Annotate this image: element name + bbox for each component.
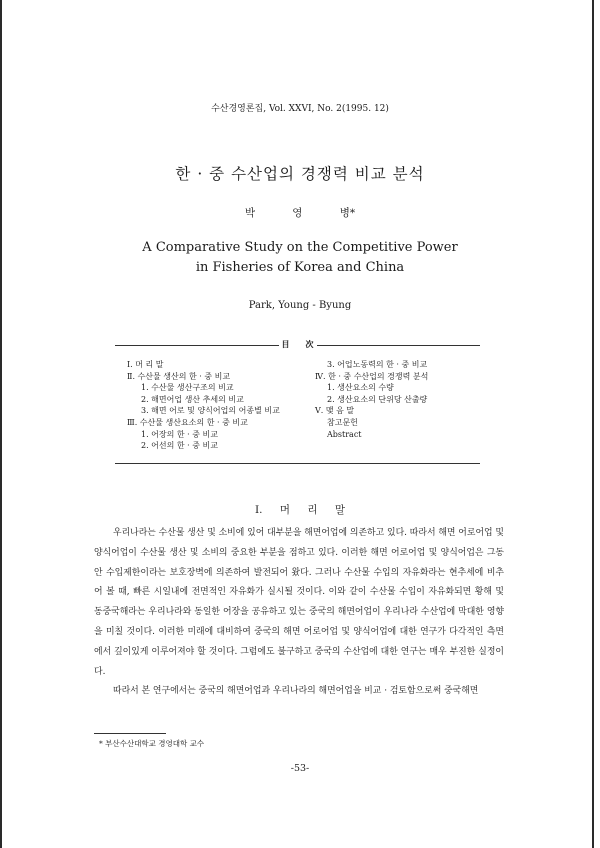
toc-item: 2. 해면어업 생산 추세의 비교 xyxy=(141,394,244,404)
body-text xyxy=(94,524,504,702)
toc-item: 1. 생산요소의 수량 xyxy=(327,383,394,393)
toc-item: 참고문헌 xyxy=(327,417,358,427)
toc-item: 2. 생산요소의 단위당 산출량 xyxy=(327,394,428,404)
scan-border-left xyxy=(0,0,2,848)
paper-title-korean: 한 · 중 수산업의 경쟁력 비교 분석 xyxy=(175,165,425,183)
footnote-rule xyxy=(94,733,166,734)
toc-heading-text: 目 次 xyxy=(279,339,317,349)
table-of-contents xyxy=(115,339,480,464)
toc-item: Ⅰ. 머 리 말 xyxy=(127,360,164,369)
paper-title-english-line-2: in Fisheries of Korea and China xyxy=(195,260,405,275)
journal-citation: 수산경영론집, Vol. XXVI, No. 2(1995. 12) xyxy=(211,104,389,114)
toc-item: Ⅲ. 수산물 생산요소의 한 · 중 비교 xyxy=(127,417,248,427)
toc-item: 1. 어장의 한 · 중 비교 xyxy=(141,429,218,439)
toc-item: Ⅳ. 한 · 중 수산업의 경쟁력 분석 xyxy=(315,371,429,381)
section-heading: Ⅰ. 머 리 말 xyxy=(255,504,345,516)
paper-title-english-line-1: A Comparative Study on the Competitive Power xyxy=(142,240,458,255)
body-paragraph-2: 따라서 본 연구에서는 중국의 해면어업과 우리나라의 해면어업을 비교 · 검토함으로써 중국해면 xyxy=(113,686,479,697)
toc-item: 3. 해면 어로 및 양식어업의 어종별 비교 xyxy=(141,406,280,416)
scan-border-right xyxy=(592,0,594,848)
author-english: Park, Young - Byung xyxy=(248,300,352,311)
toc-heading xyxy=(115,339,480,350)
author-korean: 박 영 병* xyxy=(244,207,356,219)
toc-item: Ⅴ. 맺 음 말 xyxy=(315,406,355,416)
toc-item: 1. 수산물 생산구조의 비교 xyxy=(141,383,234,393)
toc-item: Ⅱ. 수산물 생산의 한 · 중 비교 xyxy=(127,371,231,381)
toc-left-column xyxy=(127,359,280,452)
body-paragraph-1: 우리나라는 수산물 생산 및 소비에 있어 대부분을 해면어업에 의존하고 있다. 따라서 해면 어로어업 및 양식어업이 수산물 생산 및 소비의 중요한 부분을 점하고 있다. 이러한 해면 어로어업 및 양식어업은 그동안 수입제한이라는 보호장벽에 의존하여 발전되어 왔다. 그러나 수산물 수입의 자유화라는 현추세에 비추어 볼 때, 빠른 시일내에 전면적인 자유화가 실시될 것이다. 이와 같이 수산물 수입이 자유화되면 황해 및 동중국해라는 우리나라와 동일한 어장을 공유하고 있는 중국의 해면어업이 우리나라 수산업에 막대한 영향을 미칠 것이다. 이러한 미래에 대비하여 중국의 해면 어로어업 및 양식어업에 대한 연구가 다각적인 측면에서 깊이있게 이루어져야 할 것이다. 그럼에도 불구하고 중국의 수산업에 대한 연구는 매우 부진한 실정이다. xyxy=(94,528,504,677)
page-number: -53- xyxy=(290,763,310,774)
toc-item: Abstract xyxy=(327,429,362,439)
footnote: * 부산수산대학교 경영대학 교수 xyxy=(99,739,205,748)
toc-item: 2. 어선의 한 · 중 비교 xyxy=(141,441,218,451)
toc-item: 3. 어업노동력의 한 · 중 비교 xyxy=(327,360,428,369)
toc-right-column xyxy=(315,359,428,440)
paper-title-english xyxy=(0,238,600,278)
